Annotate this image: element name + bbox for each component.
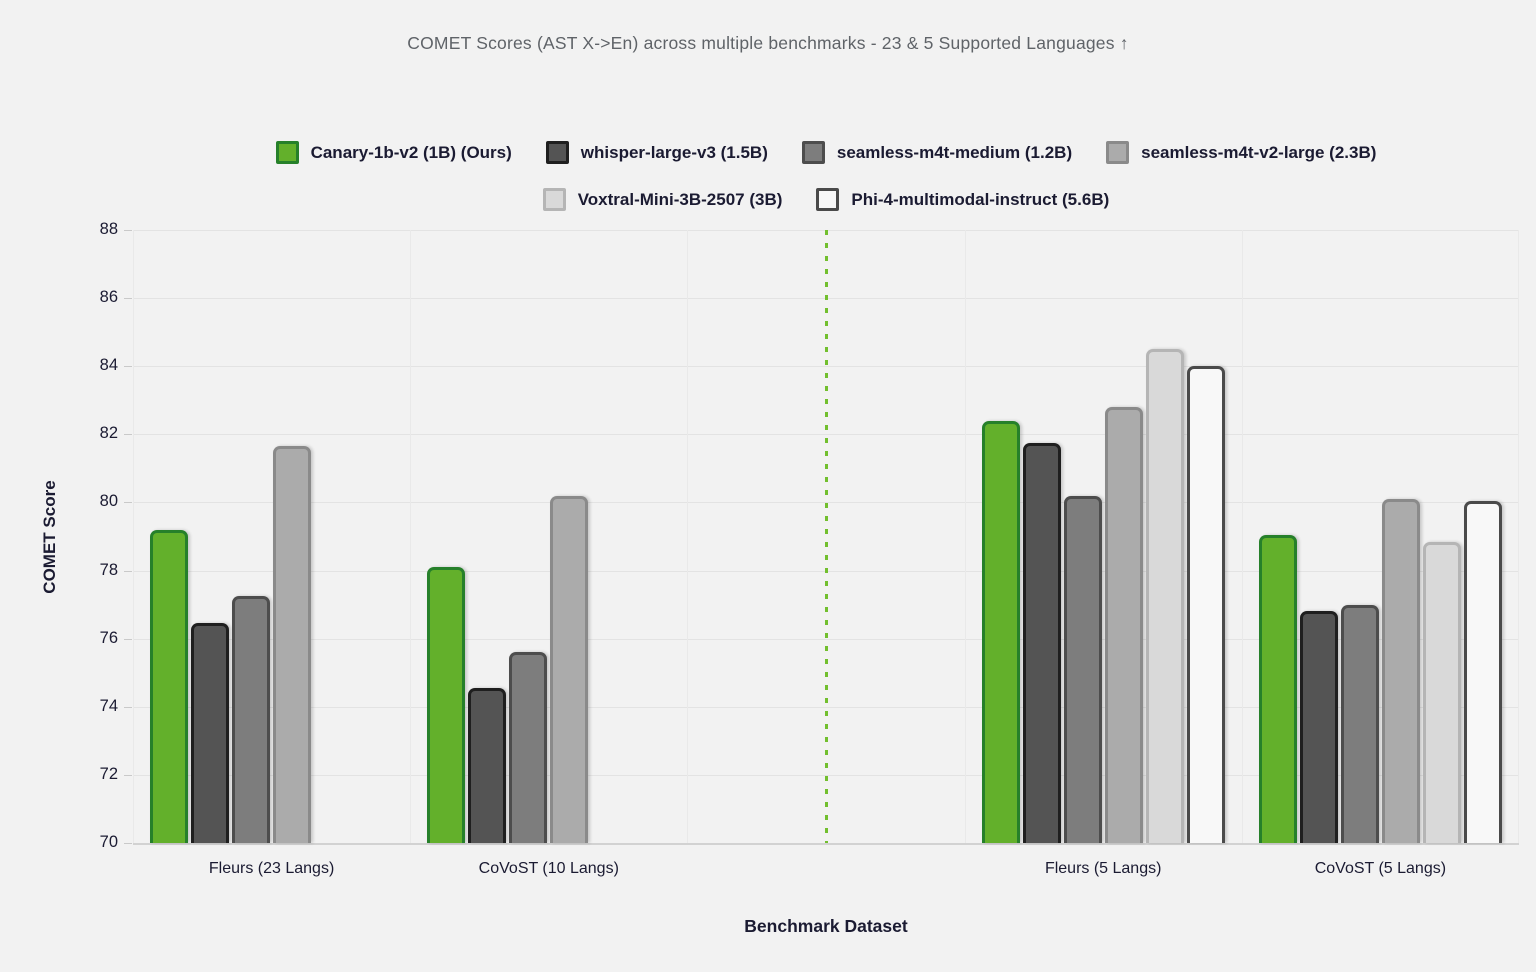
gridline-vertical xyxy=(965,230,966,843)
y-tick-label: 74 xyxy=(99,696,118,715)
y-tick-mark xyxy=(124,366,132,367)
y-tick-mark xyxy=(124,230,132,231)
group-separator-line xyxy=(825,230,828,843)
gridline-vertical xyxy=(1518,230,1519,843)
legend-label: Phi-4-multimodal-instruct (5.6B) xyxy=(851,189,1110,209)
y-tick-label: 88 xyxy=(99,220,118,238)
gridline-vertical xyxy=(410,230,411,843)
bar-whisper-large-v3-cat1 xyxy=(468,688,506,843)
bar-seamless-m4t-medium-cat3 xyxy=(1341,605,1379,843)
y-tick-label: 70 xyxy=(99,833,118,851)
category-label: CoVoST (5 Langs) xyxy=(1314,860,1447,877)
y-tick-label: 72 xyxy=(99,764,118,783)
bar-phi-4-multimodal-instruct-cat3 xyxy=(1464,501,1502,843)
legend-item xyxy=(546,141,768,164)
legend-swatch-icon xyxy=(802,141,825,164)
y-tick-mark xyxy=(124,571,132,572)
y-axis-title: COMET Score xyxy=(40,480,59,594)
plot-area xyxy=(133,230,1519,845)
y-tick-label: 82 xyxy=(99,424,118,443)
legend-item xyxy=(543,188,783,211)
bar-phi-4-multimodal-instruct-cat2 xyxy=(1187,366,1225,843)
y-tick-mark xyxy=(124,502,132,503)
category-label: Fleurs (23 Langs) xyxy=(208,860,335,877)
legend-item xyxy=(816,188,1109,211)
bar-canary-1b-v2-cat3 xyxy=(1259,535,1297,843)
y-tick-mark xyxy=(124,707,132,708)
bar-seamless-m4t-v2-large-cat3 xyxy=(1382,499,1420,843)
bar-seamless-m4t-v2-large-cat0 xyxy=(273,446,311,843)
legend-row xyxy=(276,141,1377,164)
legend-label: Voxtral-Mini-3B-2507 (3B) xyxy=(577,189,783,209)
bar-canary-1b-v2-cat1 xyxy=(427,567,465,843)
y-tick-mark xyxy=(124,843,132,844)
legend-swatch-icon xyxy=(816,188,839,211)
y-tick-mark xyxy=(124,639,132,640)
legend-swatch-icon xyxy=(1106,141,1129,164)
y-tick-label: 84 xyxy=(99,356,118,375)
legend-label: Canary-1b-v2 (1B) (Ours) xyxy=(310,142,512,162)
bar-seamless-m4t-medium-cat2 xyxy=(1064,496,1102,843)
bar-whisper-large-v3-cat3 xyxy=(1300,611,1338,843)
legend-item xyxy=(276,141,512,164)
gridline-vertical xyxy=(687,230,688,843)
legend-label: whisper-large-v3 (1.5B) xyxy=(580,142,768,162)
legend-swatch-icon xyxy=(546,141,569,164)
legend-row xyxy=(543,188,1110,211)
bar-voxtral-mini-3b-2507-cat2 xyxy=(1146,349,1184,843)
legend-label: seamless-m4t-v2-large (2.3B) xyxy=(1141,142,1377,162)
bar-seamless-m4t-v2-large-cat2 xyxy=(1105,407,1143,843)
y-tick-mark xyxy=(124,434,132,435)
bar-voxtral-mini-3b-2507-cat3 xyxy=(1423,542,1461,843)
x-axis-title: Benchmark Dataset xyxy=(744,916,908,936)
bar-seamless-m4t-medium-cat1 xyxy=(509,652,547,843)
y-tick-label: 76 xyxy=(99,628,118,647)
bar-seamless-m4t-medium-cat0 xyxy=(232,596,270,843)
bar-canary-1b-v2-cat2 xyxy=(982,421,1020,843)
category-label: Fleurs (5 Langs) xyxy=(1044,860,1162,877)
bar-canary-1b-v2-cat0 xyxy=(150,530,188,843)
legend xyxy=(133,141,1519,211)
legend-item xyxy=(1106,141,1376,164)
chart-title: COMET Scores (AST X->En) across multiple benchmarks - 23 & 5 Supported Languages ↑ xyxy=(407,33,1129,53)
category-label: CoVoST (10 Langs) xyxy=(478,860,619,877)
legend-label: seamless-m4t-medium (1.2B) xyxy=(836,142,1073,162)
legend-swatch-icon xyxy=(276,141,299,164)
y-tick-label: 78 xyxy=(99,560,118,579)
y-tick-mark xyxy=(124,775,132,776)
gridline-vertical xyxy=(1242,230,1243,843)
y-tick-label: 80 xyxy=(99,492,118,511)
bar-whisper-large-v3-cat2 xyxy=(1023,443,1061,843)
y-tick-mark xyxy=(124,298,132,299)
bar-seamless-m4t-v2-large-cat1 xyxy=(550,496,588,843)
bar-whisper-large-v3-cat0 xyxy=(191,623,229,843)
y-tick-label: 86 xyxy=(99,288,118,307)
gridline-vertical xyxy=(133,230,134,843)
legend-item xyxy=(802,141,1072,164)
legend-swatch-icon xyxy=(543,188,566,211)
